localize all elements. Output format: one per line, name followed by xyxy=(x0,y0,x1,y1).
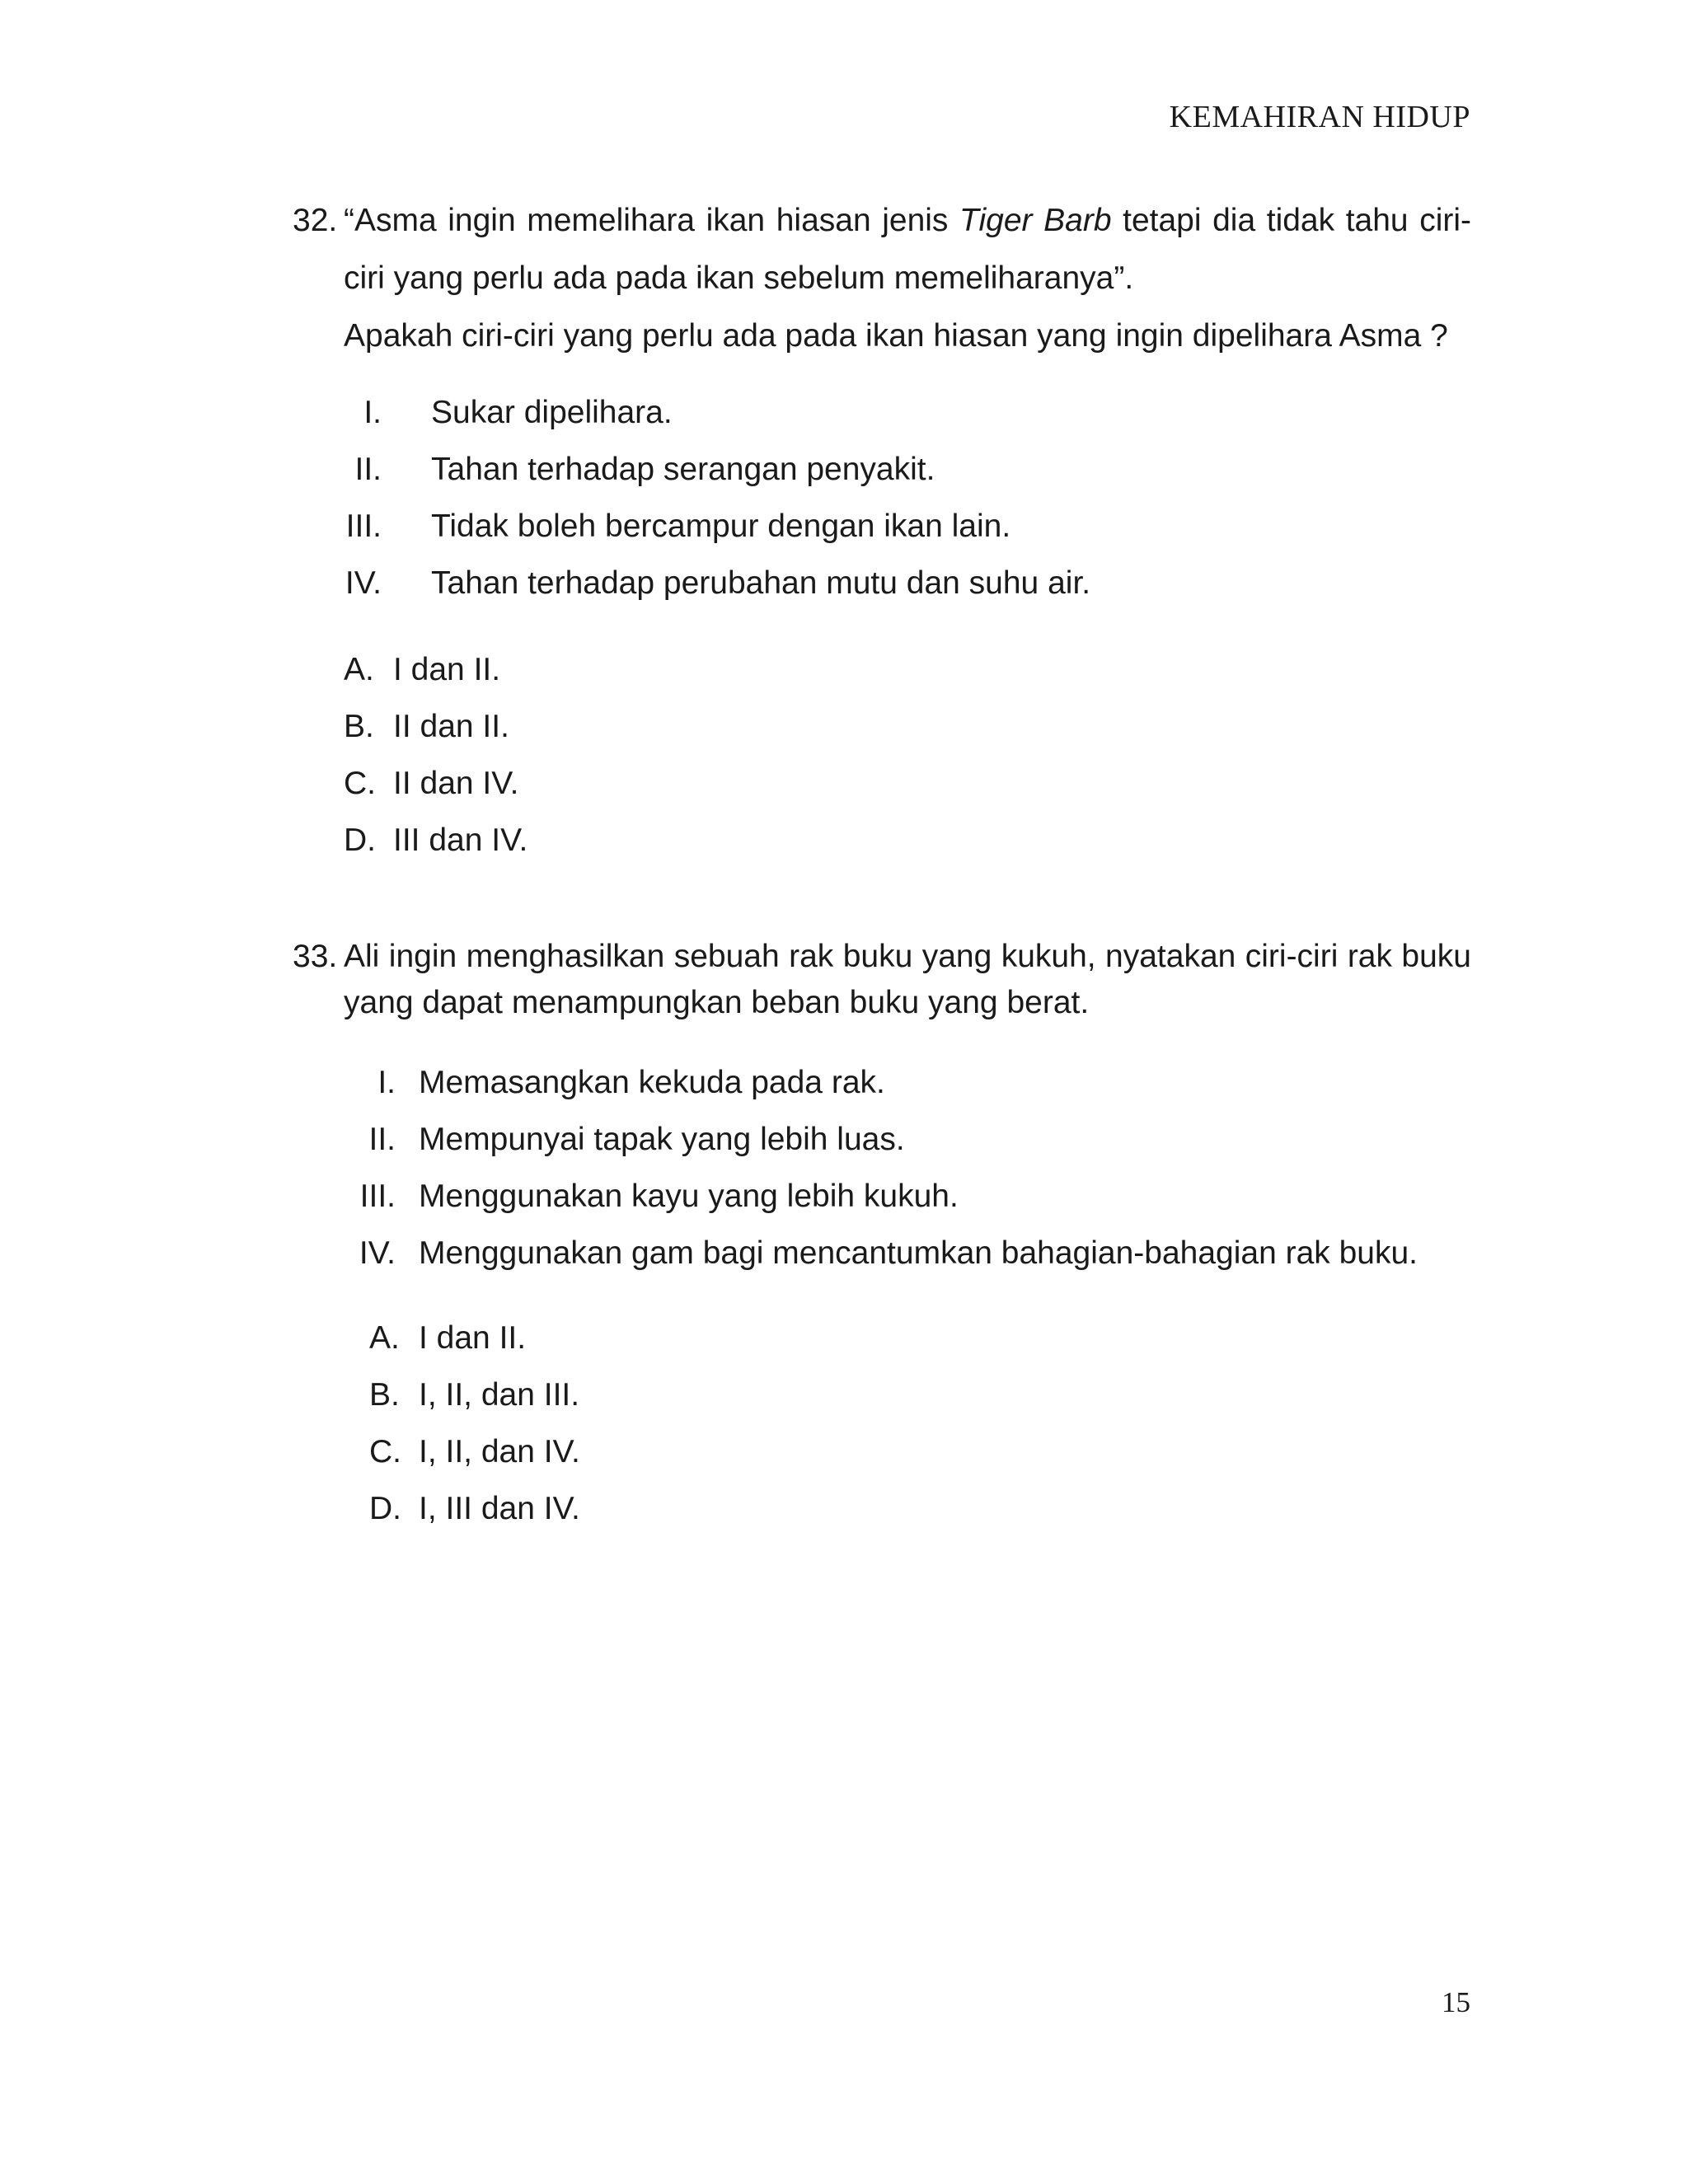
statement-number: IV. xyxy=(345,565,382,601)
question-32 xyxy=(293,192,1471,869)
statement-item xyxy=(293,1225,1471,1282)
option-text: II dan II. xyxy=(393,708,509,744)
page-header-title: KEMAHIRAN HIDUP xyxy=(1169,100,1470,134)
statement-text: Mempunyai tapak yang lebih luas. xyxy=(419,1121,905,1157)
option-item xyxy=(344,755,1471,812)
statement-text: Tahan terhadap perubahan mutu dan suhu air. xyxy=(431,565,1091,601)
option-letter: D. xyxy=(369,1490,401,1526)
option-letter: B. xyxy=(344,708,374,744)
option-letter: D. xyxy=(344,822,376,858)
statement-number: III. xyxy=(359,1178,396,1214)
question-text-italic: Tiger Barb xyxy=(959,203,1112,238)
option-list xyxy=(369,1310,1471,1537)
question-prompt: Apakah ciri-ciri yang perlu ada pada ikan hiasan yang ingin dipelihara Asma ? xyxy=(344,318,1448,354)
question-text-part1: “Asma ingin memelihara ikan hiasan jenis xyxy=(344,203,960,238)
statement-text: Menggunakan kayu yang lebih kukuh. xyxy=(419,1178,959,1214)
statement-number: II. xyxy=(368,1121,396,1157)
statement-number: III. xyxy=(345,508,382,544)
statement-number: II. xyxy=(354,451,382,487)
statement-number: I. xyxy=(377,1064,396,1100)
option-letter: A. xyxy=(369,1319,400,1356)
statement-list xyxy=(293,384,1471,612)
statement-text: Tidak boleh bercampur dengan ikan lain. xyxy=(431,508,1011,544)
option-item xyxy=(344,641,1471,698)
option-letter: B. xyxy=(369,1376,400,1413)
option-text: I, II, dan IV. xyxy=(419,1433,580,1469)
statement-text: Sukar dipelihara. xyxy=(431,394,673,430)
option-letter: A. xyxy=(344,651,374,687)
statement-number: IV. xyxy=(359,1235,396,1271)
question-body xyxy=(344,934,1471,1026)
option-text: I dan II. xyxy=(419,1319,527,1356)
statement-item xyxy=(293,498,1471,555)
question-text: Ali ingin menghasilkan sebuah rak buku yang kukuh, nyatakan ciri-ciri rak buku yang dapat menampungkan beban buku yang berat. xyxy=(344,939,1471,1020)
option-item xyxy=(369,1366,1471,1423)
option-item xyxy=(344,698,1471,755)
question-number: 33. xyxy=(293,939,338,974)
question-text xyxy=(344,192,1471,307)
statement-item xyxy=(293,1111,1471,1168)
option-letter: C. xyxy=(369,1433,401,1469)
question-text-part2: tetapi dia tidak tahu ciri-ciri yang perlu ada pada ikan sebelum memeliharanya”. xyxy=(344,203,1471,296)
option-text: III dan IV. xyxy=(393,822,528,858)
option-item xyxy=(369,1480,1471,1537)
question-number: 32. xyxy=(293,203,338,238)
option-text: I dan II. xyxy=(393,651,501,687)
question-33 xyxy=(293,934,1471,1537)
option-item xyxy=(344,812,1471,869)
option-text: I, III dan IV. xyxy=(419,1490,580,1526)
option-text: II dan IV. xyxy=(393,765,519,801)
statement-list xyxy=(293,1054,1471,1282)
option-letter: C. xyxy=(344,765,376,801)
statement-text: Menggunakan gam bagi mencantumkan bahagian-bahagian rak buku. xyxy=(419,1235,1418,1271)
statement-item xyxy=(293,1168,1471,1225)
statement-text: Memasangkan kekuda pada rak. xyxy=(419,1064,885,1100)
question-body xyxy=(344,192,1471,365)
statement-item xyxy=(293,555,1471,612)
option-item xyxy=(369,1310,1471,1366)
statement-text: Tahan terhadap serangan penyakit. xyxy=(431,451,935,487)
page-number: 15 xyxy=(1442,1986,1470,2018)
option-list xyxy=(344,641,1471,869)
option-text: I, II, dan III. xyxy=(419,1376,580,1413)
statement-number: I. xyxy=(363,394,382,430)
option-item xyxy=(369,1423,1471,1480)
statement-item xyxy=(293,384,1471,441)
statement-item xyxy=(293,441,1471,498)
statement-item xyxy=(293,1054,1471,1111)
